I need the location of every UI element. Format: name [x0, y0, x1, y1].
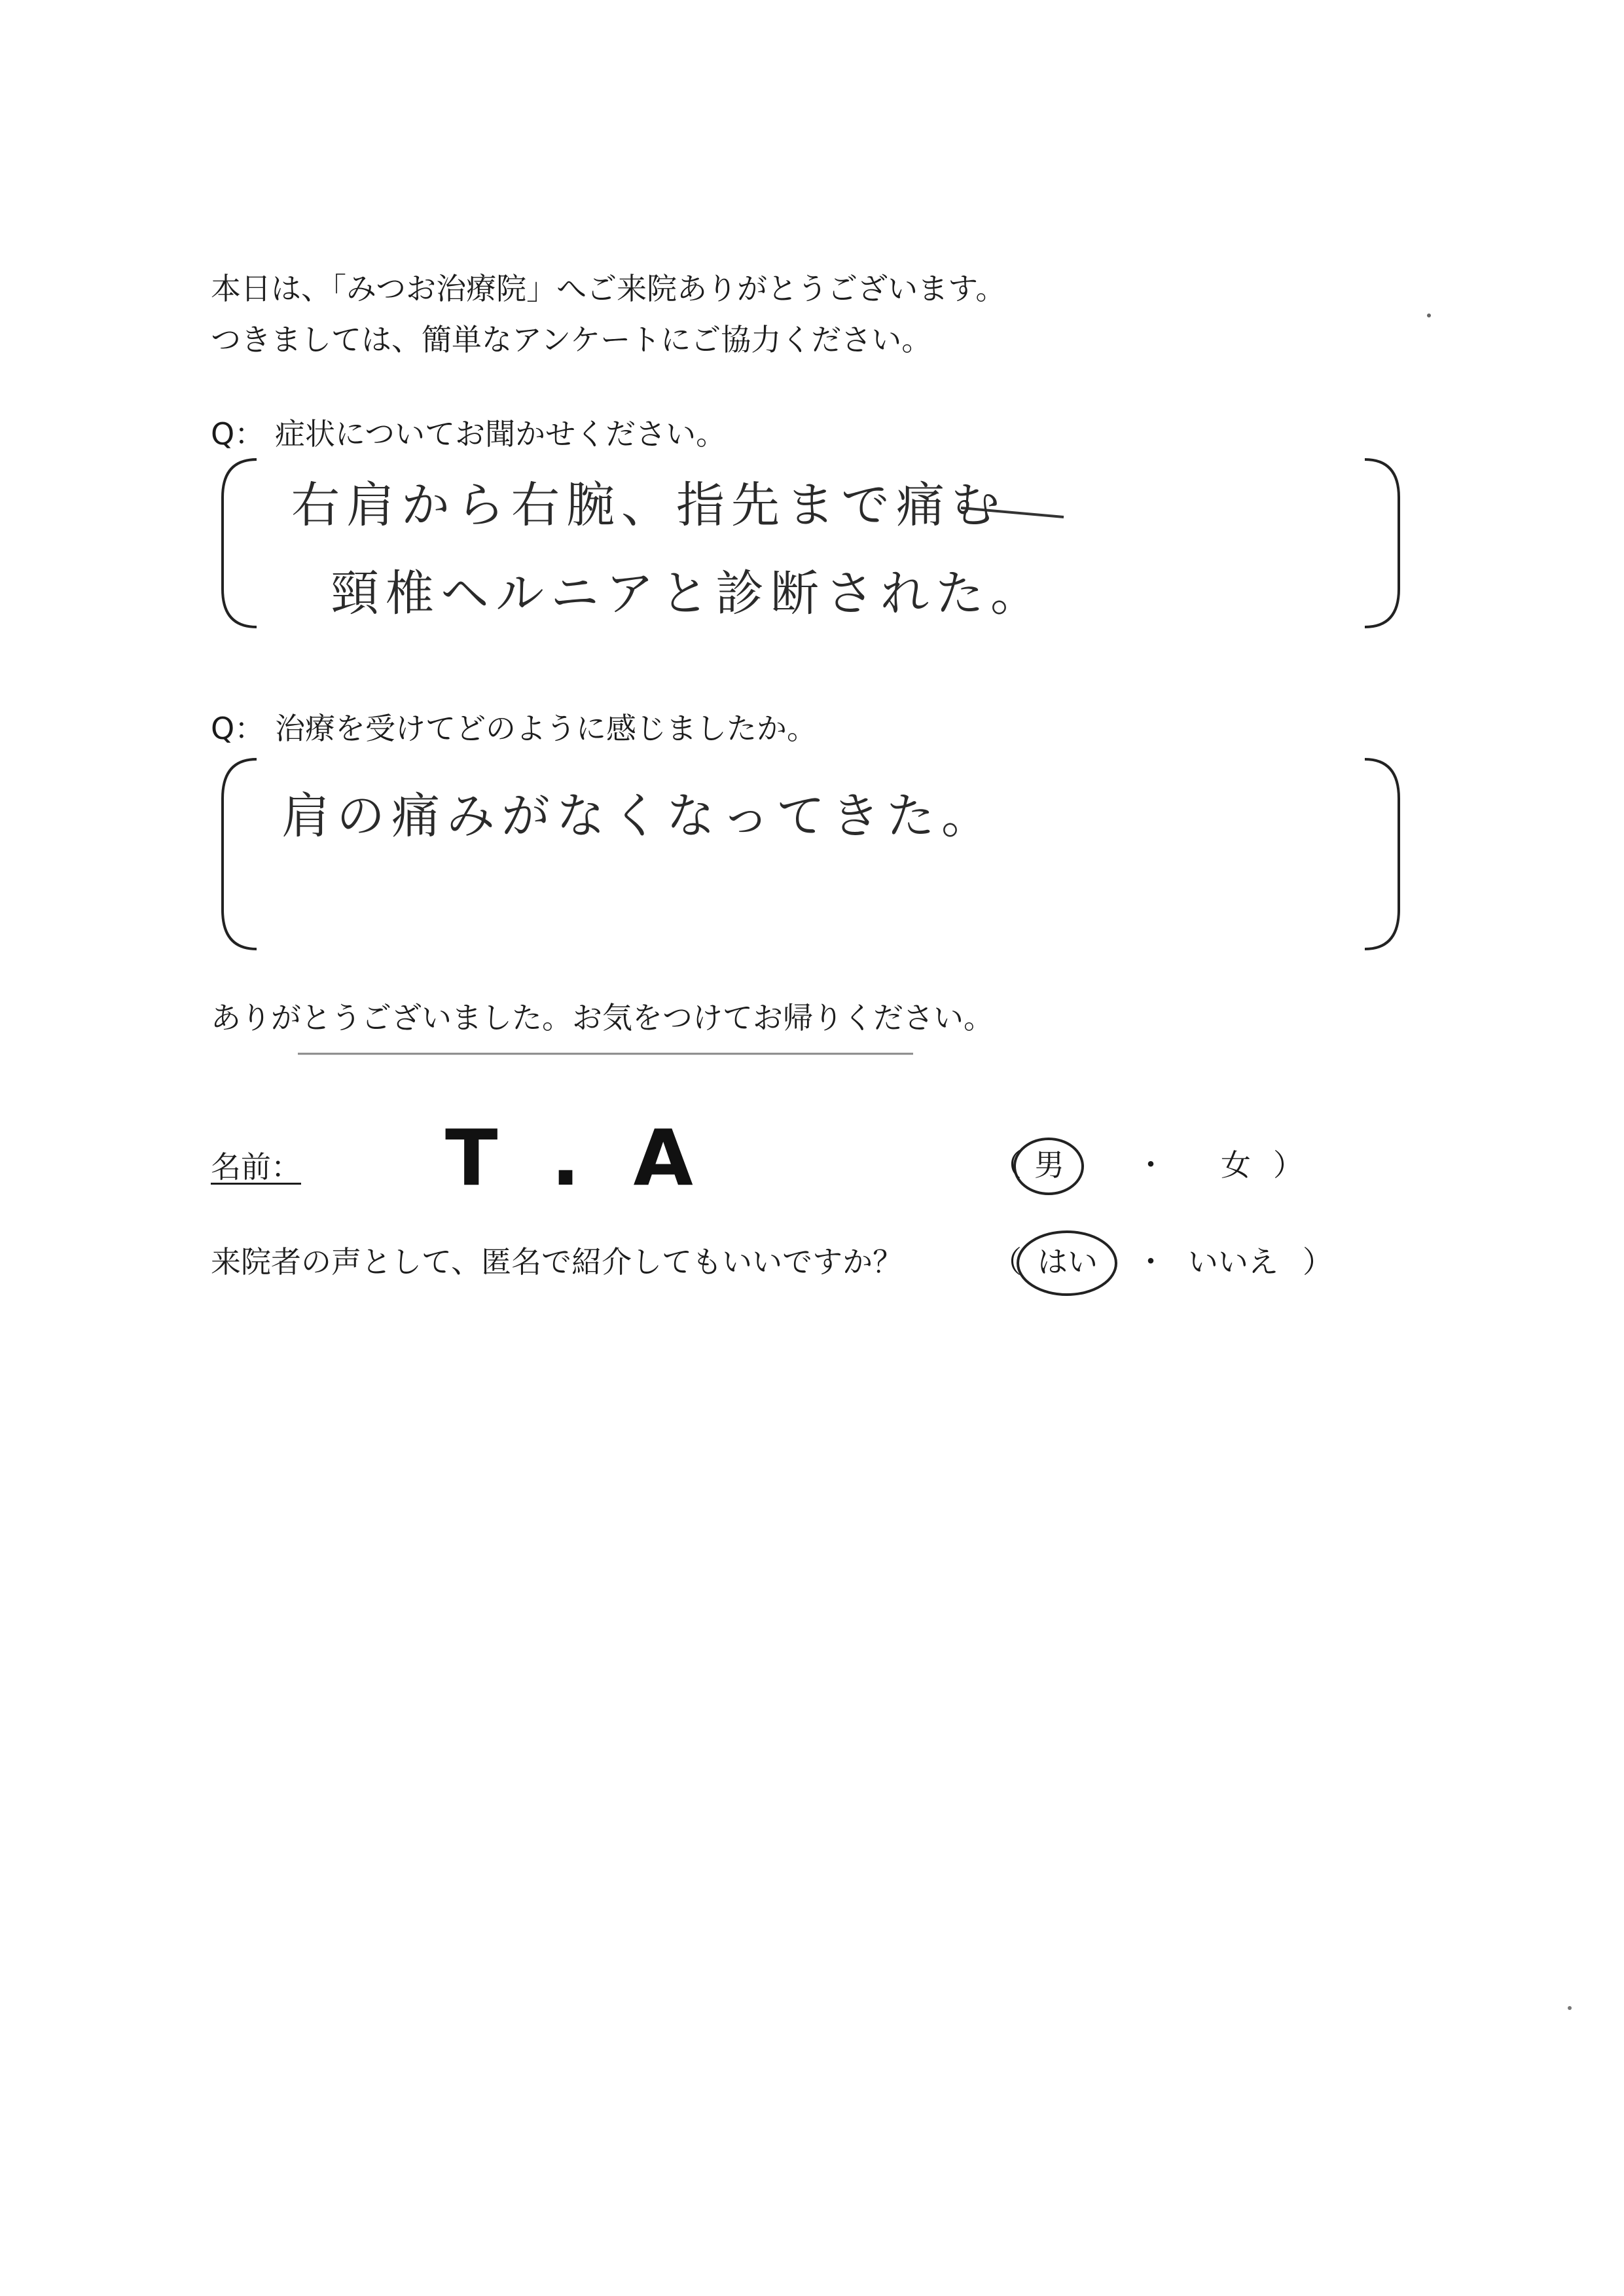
consent-open-paren: （ [992, 1244, 1022, 1280]
intro-line-1: 本日は、「みつお治療院」へご来院ありがとうございます。 [211, 271, 1006, 306]
q1-right-bracket [1365, 459, 1399, 627]
q2-question: 治療を受けてどのように感じましたか。 [275, 711, 817, 746]
q1-handwritten-answer-line-1: 右肩から右腕、指先まで痛む [291, 477, 1006, 533]
consent-question: 来院者の声として、匿名で紹介してもいいですか？ [211, 1244, 903, 1280]
consent-option-yes[interactable]: はい [1038, 1244, 1098, 1280]
q2-marker: Q： [211, 711, 265, 746]
handwritten-name: T . A [445, 1113, 706, 1203]
intro-line-2: つきましては、簡単なアンケートにご協力ください。 [211, 322, 932, 357]
gender-option-male[interactable]: 男 [1034, 1147, 1064, 1183]
q1-left-bracket [223, 459, 257, 627]
consent-option-no[interactable]: いいえ [1188, 1244, 1278, 1280]
gender-close-paren: ） [1273, 1147, 1303, 1183]
gender-open-paren: （ [992, 1147, 1022, 1183]
scan-dot [1427, 314, 1431, 317]
scan-dot [1568, 2006, 1572, 2010]
q1-marker: Q： [211, 416, 265, 452]
gender-option-female[interactable]: 女 [1221, 1147, 1251, 1183]
q1-handwritten-answer-line-2: 頸椎ヘルニアと診断された。 [331, 565, 1045, 622]
q1-question: 症状についてお聞かせください。 [275, 416, 727, 452]
q2-right-bracket [1365, 759, 1399, 949]
q2-handwritten-answer-line-1: 肩の痛みがなくなってきた。 [281, 788, 996, 844]
name-label: 名前： [211, 1149, 301, 1185]
q2-left-bracket [223, 759, 257, 949]
closing-message: ありがとうございました。お気をつけてお帰りください。 [211, 1000, 994, 1035]
consent-close-paren: ） [1303, 1244, 1333, 1280]
gender-separator: ・ [1136, 1147, 1166, 1183]
consent-separator: ・ [1136, 1244, 1166, 1280]
